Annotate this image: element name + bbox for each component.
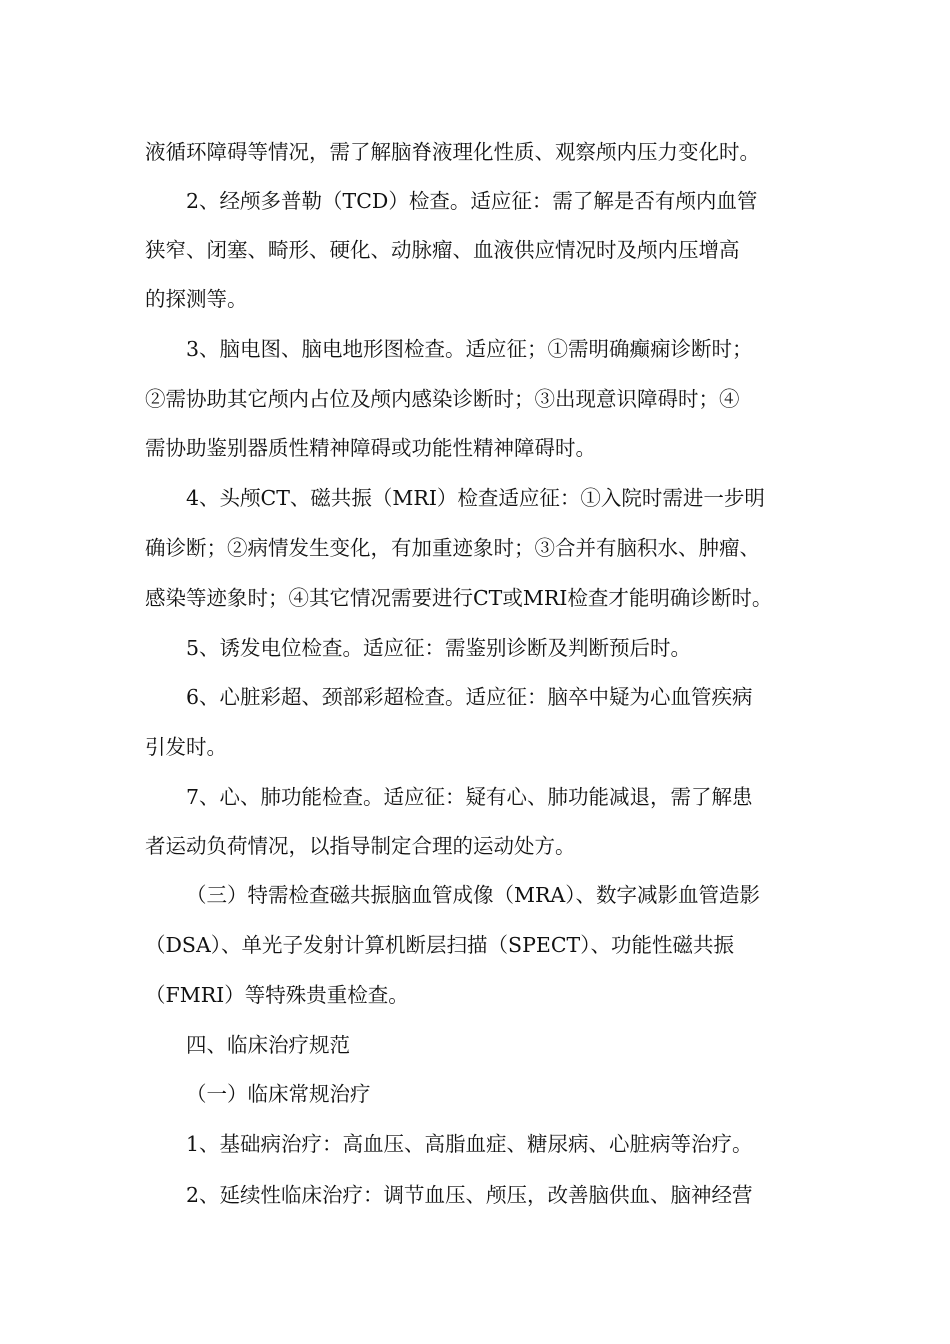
text-line: 2、经颅多普勒（TCD）检查。适应征：需了解是否有颅内血管	[186, 189, 758, 213]
text-line: 者运动负荷情况，以指导制定合理的运动处方。	[145, 834, 576, 858]
text-line: 引发时。	[145, 735, 227, 759]
text-line: 确诊断；②病情发生变化，有加重迹象时；③合并有脑积水、肿瘤、	[145, 536, 760, 560]
text-line: 3、脑电图、脑电地形图检查。适应征；①需明确癫痫诊断时；	[186, 337, 753, 361]
text-line: ②需协助其它颅内占位及颅内感染诊断时；③出现意识障碍时；④	[145, 387, 740, 411]
text-line: 狭窄、闭塞、畸形、硬化、动脉瘤、血液供应情况时及颅内压增高	[145, 238, 740, 262]
text-line: 1、基础病治疗：高血压、高脂血症、糖尿病、心脏病等治疗。	[186, 1132, 753, 1156]
text-line: 需协助鉴别器质性精神障碍或功能性精神障碍时。	[145, 436, 596, 460]
text-line: 5、诱发电位检查。适应征：需鉴别诊断及判断预后时。	[186, 636, 692, 660]
text-line: （DSA）、单光子发射计算机断层扫描（SPECT）、功能性磁共振	[145, 933, 734, 957]
text-line: 的探测等。	[145, 287, 248, 311]
text-line: 感染等迹象时；④其它情况需要进行CT或MRI检查才能明确诊断时。	[145, 586, 773, 610]
text-line: 4、头颅CT、磁共振（MRI）检查适应征：①入院时需进一步明	[186, 486, 765, 510]
text-line: 2、延续性临床治疗：调节血压、颅压，改善脑供血、脑神经营	[186, 1183, 753, 1207]
text-line: 7、心、肺功能检查。适应征：疑有心、肺功能减退，需了解患	[186, 785, 753, 809]
text-line: （三）特需检查磁共振脑血管成像（MRA）、数字减影血管造影	[186, 883, 760, 907]
section-heading: 四、临床治疗规范	[186, 1033, 350, 1057]
text-line: 6、心脏彩超、颈部彩超检查。适应征：脑卒中疑为心血管疾病	[186, 685, 753, 709]
text-line: （FMRI）等特殊贵重检查。	[145, 983, 409, 1007]
subsection-heading: （一）临床常规治疗	[186, 1082, 371, 1106]
text-line: 液循环障碍等情况，需了解脑脊液理化性质、观察颅内压力变化时。	[145, 140, 760, 164]
